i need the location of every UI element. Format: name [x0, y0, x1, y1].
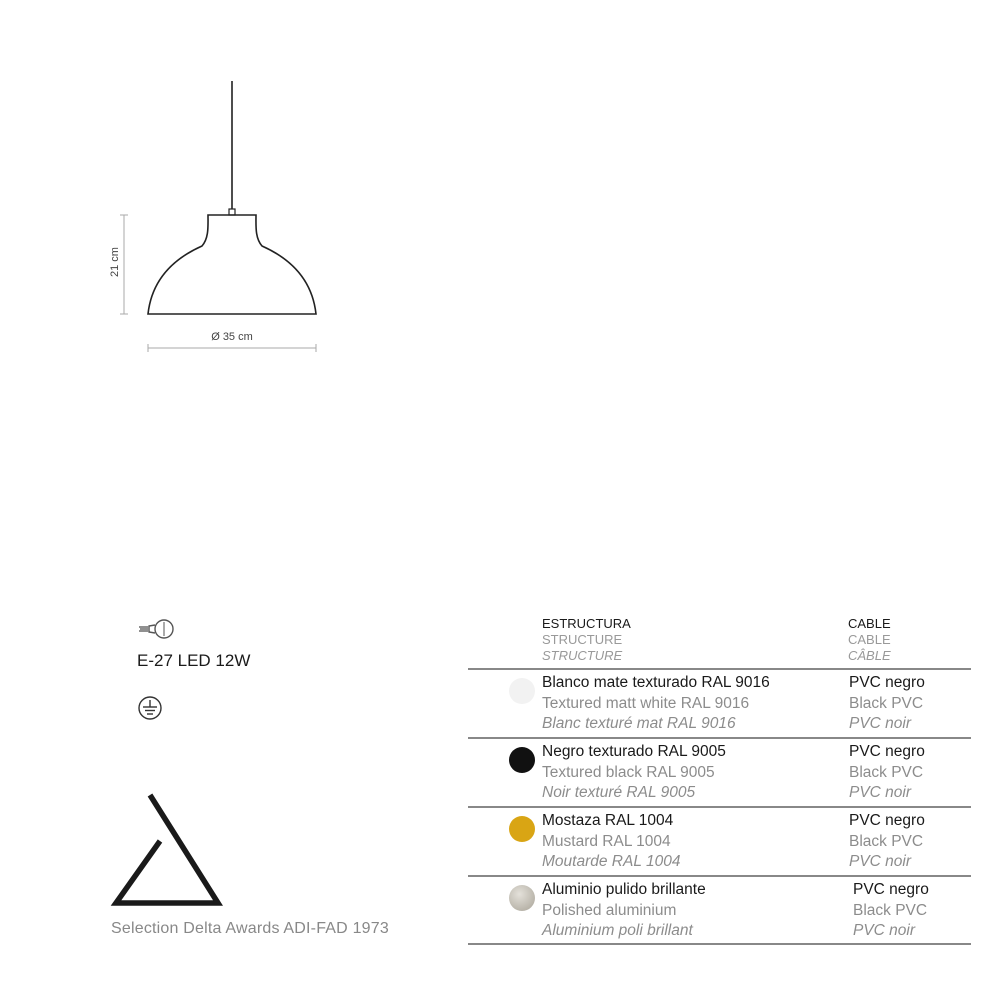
- structure-en: Textured matt white RAL 9016: [542, 694, 750, 712]
- bulb-label: E-27 LED 12W: [137, 651, 251, 670]
- cable-cell: [849, 811, 925, 873]
- canopy-connector: [229, 209, 235, 215]
- color-swatch-aluminium: [509, 885, 535, 911]
- structure-en: Textured black RAL 9005: [542, 763, 715, 781]
- cable-header: [848, 616, 891, 664]
- cable-en: Black PVC: [849, 763, 924, 781]
- cable-header-fr: CÂBLE: [848, 648, 891, 663]
- structure-cell: [542, 673, 770, 735]
- cable-fr: PVC noir: [849, 853, 912, 870]
- cable-header-en: CABLE: [848, 632, 891, 647]
- structure-es: Blanco mate texturado RAL 9016: [542, 674, 770, 691]
- cable-es: PVC negro: [849, 743, 925, 760]
- cable-cell: [849, 742, 925, 804]
- ground-icon: [137, 695, 163, 721]
- structure-es: Aluminio pulido brillante: [542, 881, 706, 898]
- table-bottom-rule: [468, 943, 971, 945]
- structure-en: Polished aluminium: [542, 901, 677, 919]
- finish-row-black: [468, 737, 971, 807]
- cable-header-es: CABLE: [848, 616, 891, 631]
- award-label: Selection Delta Awards ADI-FAD 1973: [111, 920, 389, 937]
- color-swatch-mustard: [509, 816, 535, 842]
- bulb-icon: [137, 618, 175, 640]
- cable-fr: PVC noir: [849, 715, 912, 732]
- lamp-drawing: [0, 0, 400, 380]
- finish-row-mustard: [468, 806, 971, 876]
- cable-en: Black PVC: [849, 694, 924, 712]
- structure-es: Mostaza RAL 1004: [542, 812, 674, 829]
- cable-cell: [853, 880, 929, 942]
- delta-award-logo: [110, 793, 226, 909]
- structure-fr: Noir texturé RAL 9005: [542, 784, 696, 801]
- finish-row-aluminium: [468, 875, 971, 945]
- finish-row-white: [468, 668, 971, 738]
- structure-cell: [542, 880, 706, 942]
- height-label: 21 cm: [109, 247, 121, 277]
- structure-es: Negro texturado RAL 9005: [542, 743, 726, 760]
- cable-fr: PVC noir: [853, 922, 916, 939]
- structure-cell: [542, 811, 680, 873]
- color-swatch-black: [509, 747, 535, 773]
- structure-header-es: ESTRUCTURA: [542, 616, 631, 631]
- color-swatch-white: [509, 678, 535, 704]
- structure-cell: [542, 742, 726, 804]
- cable-fr: PVC noir: [849, 784, 912, 801]
- cable-en: Black PVC: [849, 832, 924, 850]
- structure-header-fr: STRUCTURE: [542, 648, 623, 663]
- lamp-shade: [148, 215, 316, 314]
- cable-es: PVC negro: [853, 881, 929, 898]
- structure-header-en: STRUCTURE: [542, 632, 623, 647]
- structure-header: [542, 616, 631, 664]
- diameter-label: Ø 35 cm: [211, 331, 253, 343]
- structure-fr: Blanc texturé mat RAL 9016: [542, 715, 736, 732]
- cable-en: Black PVC: [853, 901, 928, 919]
- cable-es: PVC negro: [849, 812, 925, 829]
- structure-en: Mustard RAL 1004: [542, 832, 671, 850]
- structure-fr: Aluminium poli brillant: [542, 922, 693, 939]
- structure-fr: Moutarde RAL 1004: [542, 853, 681, 870]
- cable-cell: [849, 673, 925, 735]
- cable-es: PVC negro: [849, 674, 925, 691]
